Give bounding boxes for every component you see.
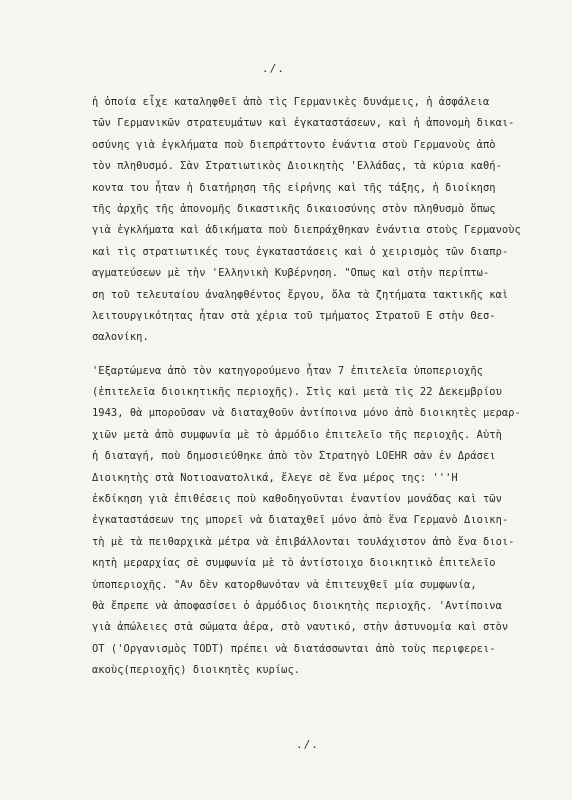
text-line: χιῶν μετὰ ἀπὸ συμφωνία μὲ τὸ ἁρμόδιο ἐπιτελεῖο τῆς περιοχῆς. Αὐτὴ xyxy=(92,428,502,441)
text-line: 'Εξαρτώμενα ἀπὸ τὸν κατηγορούμενο ἦταν 7 ἐπιτελεῖα ὑποπεριοχῆς xyxy=(92,364,483,377)
text-line: αγματεύσεων μὲ τὴν 'Ελληνικὴ Κυβέρνηση. "Οπως καὶ στὴν περίπτω- xyxy=(92,267,490,280)
text-line: κητὴ μεραρχίας σὲ συμφωνία μὲ τὸ ἀντίστοιχο διοικητικὸ ἐπιτελεῖο xyxy=(92,557,496,570)
page-mark-top: ./. xyxy=(262,62,285,75)
text-line: ἐγκαταστάσεων της μπορεῖ νὰ διαταχθεῖ μόνο ἀπὸ ἕνα Γερμανὸ Διοικη- xyxy=(92,514,509,527)
text-line: γιὰ ἀπώλειες στὰ σώματα ἀέρα, στὸ ναυτικό, στὴν ἀστυνομία καὶ στὸν xyxy=(92,621,509,634)
paragraph-gap xyxy=(92,349,552,361)
document-body xyxy=(92,92,552,682)
text-line: ἡ διαταγή, ποὺ δημοσιεύθηκε ἀπὸ τὸν Στρατηγὸ LOEHR σὰν ἐν Δράσει xyxy=(92,450,496,463)
text-line: γιὰ ἐγκλήματα καὶ ἀδικήματα ποὺ διεπράχθηκαν ἐνάντια στοὺς Γερμανοὺς xyxy=(92,224,521,237)
text-line: οσύνης γιὰ ἐγκλήματα ποὺ διεπράττοντο ἐνάντια στοὺ Γερμανοὺς ἀπὸ xyxy=(92,138,496,151)
text-line: Διοικητὴς στὰ Νοτιοανατολικά, ἔλεγε σὲ ἕνα μέρος της: '''Η xyxy=(92,471,458,484)
text-line: τὴ μὲ τὰ πειθαρχικὰ μέτρα νὰ ἐπιβάλλονται τουλάχιστον ἀπὸ ἕνα διοι- xyxy=(92,535,515,548)
text-line: σαλονίκη. xyxy=(92,331,149,344)
page-mark-bottom: ./. xyxy=(296,738,319,751)
text-line: ΟΤ ('Οργανισμὸς TODT) πρέπει νὰ διατάσσωνται ἀπὸ τοὺς περιφερει- xyxy=(92,642,496,655)
text-line: λειτουργικότητας ἦταν στὰ χέρια τοῦ τμήματος Στρατοῦ Ε στὴν Θεσ- xyxy=(92,309,496,322)
text-line: ση τοῦ τελευταίου ἀναληφθέντος ἔργου, ὅλα τὰ ζητήματα τακτικῆς καὶ xyxy=(92,288,509,301)
text-line: τὸν πληθυσμό. Σὰν Στρατιωτικὸς Διοικητὴς 'Ελλάδας, τὰ κύρια καθή- xyxy=(92,160,502,173)
text-line: ὑποπεριοχῆς. "Αν δὲν κατορθωνόταν νὰ ἐπιτευχθεῖ μία συμφωνία, xyxy=(92,578,477,591)
text-line: ἐκδίκηση γιὰ ἐπιθέσεις ποὺ καθοδηγοῦνται ἐναντίον μονάδας καὶ τῶν xyxy=(92,493,502,506)
text-line: 1943, θὰ μποροῦσαν νὰ διαταχθοῦν ἀντίποινα μόνο ἀπὸ διοικητὲς μεραρ- xyxy=(92,407,521,420)
paragraph-1 xyxy=(92,92,552,349)
text-line: κοντα του ἦταν ἡ διατήρηση τῆς εἰρήνης καὶ τῆς τάξης, ἡ διοίκηση xyxy=(92,181,496,194)
text-line: καὶ τὶς στρατιωτικές τους ἐγκαταστάσεις καὶ ὁ χειρισμὸς τῶν διαπρ- xyxy=(92,245,509,258)
text-line: ἡ ὁποία εἶχε καταληφθεῖ ἀπὸ τὶς Γερμανικὲς δυνάμεις, ἡ ἀσφάλεια xyxy=(92,96,490,108)
paragraph-2 xyxy=(92,361,552,682)
text-line: θὰ ἔπρεπε νὰ ἀποφασίσει ὁ ἁρμόδιος διοικητὴς περιοχῆς. 'Αντίποινα xyxy=(92,599,502,612)
text-line: τῶν Γερμανικῶν στρατευμάτων καὶ ἐγκαταστάσεων, καὶ ἡ ἀπονομὴ δικαι- xyxy=(92,117,515,130)
text-line: (ἐπιτελεῖα διοικητικῆς περιοχῆς). Στὶς καὶ μετὰ τὶς 22 Δεκεμβρίου xyxy=(92,386,502,399)
text-line: ακοὺς(περιοχῆς) διοικητὲς κυρίως. xyxy=(92,664,301,677)
text-line: τῆς ἀρχῆς τῆς ἀπονομῆς δικαστικῆς δικαιοσύνης στὸν πληθυσμὸ ὅπως xyxy=(92,202,496,215)
